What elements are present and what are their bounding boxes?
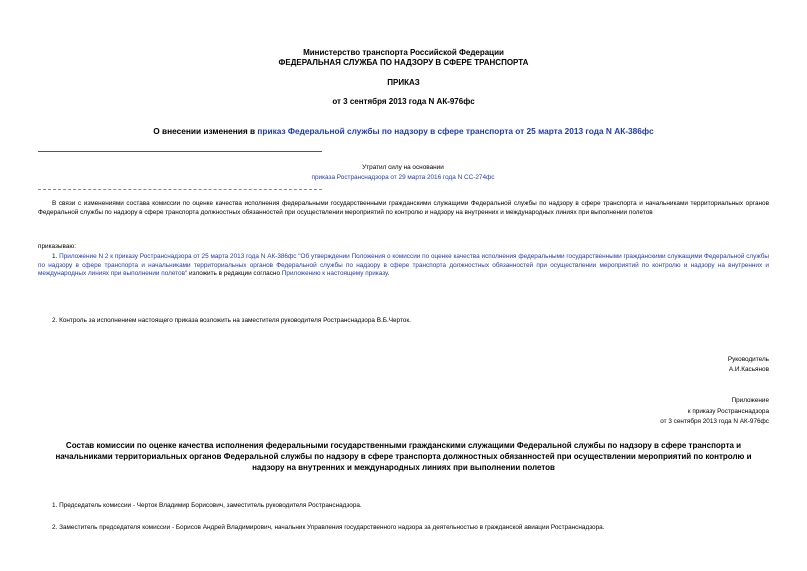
doc-date: от 3 сентября 2013 года N АК-976фс	[332, 97, 475, 106]
divider-dashed	[38, 189, 322, 190]
intro-paragraph: В связи с изменениями состава комиссии по оценке качества исполнения федеральными государственными гражданскими служащими Федеральной службы по надзору в сфере транспорта и начальниками территориальных органов Федеральной службы по надзору в сфере транспорта должностных обязанностей при осуществлении мероприятий по контролю и надзору на внутренних и международных линиях при выполнении полетов	[38, 200, 769, 216]
item-1-number: 1.	[52, 253, 60, 260]
appendix-2-link[interactable]: Приложение N 2 к приказу Ространснадзора от 25 марта 2013 года N АК-386фс "Об утверждении Положения о комиссии по оценке качества исполнения федеральными государственными гражданскими служащими Федеральной службы по надзору в сфере транспорта и начальниками территориальных органов Федеральной службы по надзору в сфере транспорта должностных обязанностей при осуществлении мероприятий по контролю и надзору на внутренних и международных линиях при выполнении полетов"	[38, 253, 770, 278]
item-2: 2. Контроль за исполнением настоящего приказа возложить на заместителя руководителя Ространснадзора В.Б.Черток.	[52, 317, 411, 324]
appendix-heading: Состав комиссии по оценке качества исполнения федеральными государственными гражданскими служащими Федеральной службы по надзору в сфере транспорта и начальниками территориальных органов Федеральной службы по надзору в сфере транспорта должностных обязанностей при осуществлении мероприятий по контролю и надзору на внутренних и международных линиях при выполнении полетов	[55, 441, 752, 473]
service-name: ФЕДЕРАЛЬНАЯ СЛУЖБА ПО НАДЗОРУ В СФЕРЕ ТРАНСПОРТА	[278, 58, 529, 67]
ministry-name: Министерство транспорта Российской Федерации	[303, 48, 504, 57]
appendix-label: Приложение	[731, 397, 769, 404]
item-1	[38, 253, 769, 279]
item-1-mid: изложить в редакции согласно	[187, 270, 282, 278]
status-note-line1: Утратил силу на основании	[362, 164, 444, 171]
appendix-line3: от 3 сентября 2013 года N АК-976фс	[660, 418, 769, 425]
signature-name: А.И.Касьянов	[728, 366, 769, 373]
member-1: 1. Председатель комиссии - Черток Владимир Борисович, заместитель руководителя Ространснадзора.	[52, 502, 362, 509]
order-word: приказываю:	[38, 243, 76, 250]
repeal-order-link[interactable]: приказа Ространснадзора от 29 марта 2016 года N СС-274фс	[311, 174, 495, 181]
doc-title	[0, 126, 807, 137]
divider-top	[38, 151, 322, 152]
appendix-link[interactable]: Приложению к настоящему приказу	[281, 270, 388, 278]
appendix-line2: к приказу Ространснадзора	[687, 408, 769, 415]
doc-title-prefix: О внесении изменения в	[153, 126, 258, 136]
doc-type: ПРИКАЗ	[387, 78, 420, 87]
member-2: 2. Заместитель председателя комиссии - Борисов Андрей Владимирович, начальник Управления государственного надзора за деятельностью в гражданской авиации Ространснадзора.	[52, 524, 605, 531]
amended-order-link[interactable]: приказ Федеральной службы по надзору в сфере транспорта от 25 марта 2013 года N АК-386фс	[257, 126, 654, 136]
signature-role: Руководитель	[727, 356, 769, 363]
item-1-end: .	[387, 270, 390, 278]
